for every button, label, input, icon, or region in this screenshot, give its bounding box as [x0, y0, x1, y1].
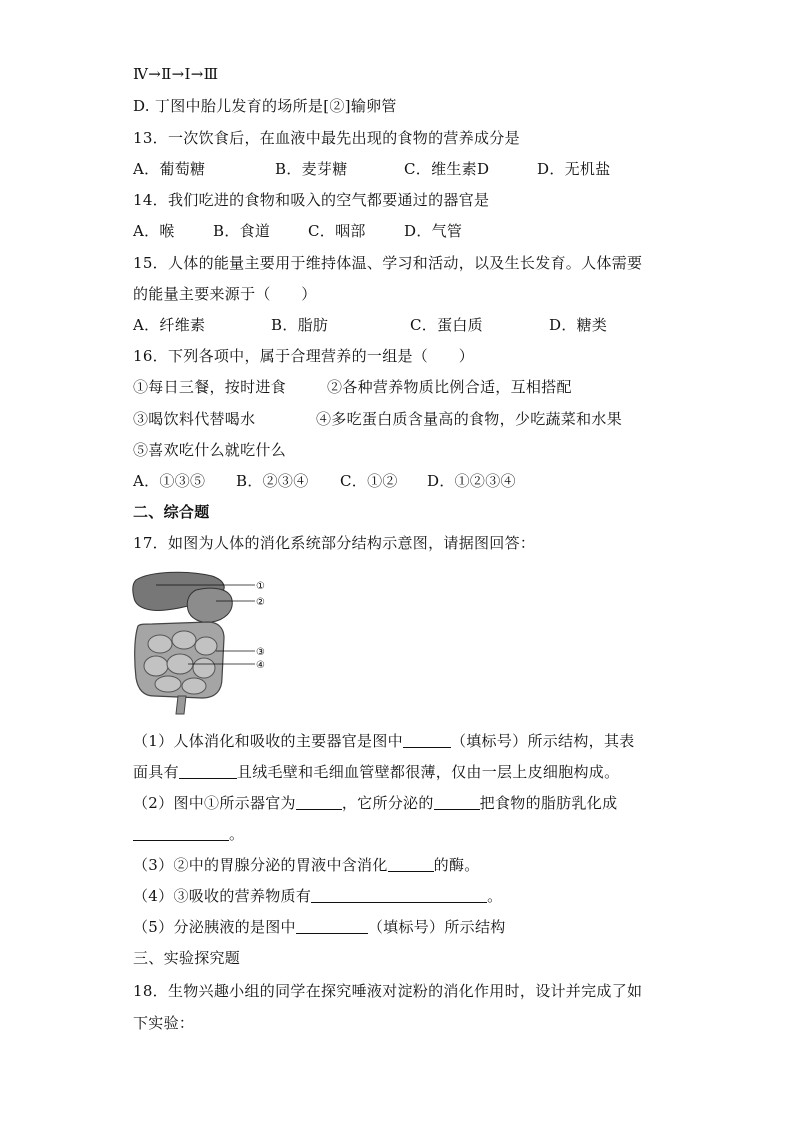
option: B．食道 — [213, 222, 271, 240]
figure-label-1: ① — [256, 581, 265, 592]
q17-part5: （5）分泌胰液的是图中 （填标号）所示结构 — [133, 918, 506, 936]
figure-label-3: ③ — [256, 647, 265, 658]
q14-options — [133, 221, 462, 241]
q16-stem: 16．下列各项中，属于合理营养的一组是（ ） — [133, 347, 474, 365]
statement: ④多吃蛋白质含量高的食物，少吃蔬菜和水果 — [316, 410, 623, 428]
q18-stem-cont: 下实验： — [133, 1014, 195, 1032]
option: C．咽部 — [308, 222, 366, 240]
q12-option-d: D. 丁图中胎儿发育的场所是[②]输卵管 — [133, 97, 397, 115]
stomach-shape — [187, 588, 232, 622]
option: C．蛋白质 — [410, 316, 483, 334]
q15-stem-cont: 的能量主要来源于（ ） — [133, 285, 317, 303]
q15-options — [133, 315, 607, 335]
q17-part1-line1: （1）人体消化和吸收的主要器官是图中 （填标号）所示结构，其表 — [133, 732, 635, 750]
q17-part1-line2: 面具有 且绒毛壁和毛细血管壁都很薄，仅由一层上皮细胞构成。 — [133, 763, 620, 781]
q18-stem: 18．生物兴趣小组的同学在探究唾液对淀粉的消化作用时，设计并完成了如 — [133, 982, 643, 1000]
small-intestine-shape — [144, 631, 217, 694]
q16-statements-2 — [133, 409, 622, 429]
answer-blank[interactable] — [179, 763, 237, 779]
figure-label-2: ② — [256, 597, 265, 608]
rectum-shape — [176, 696, 186, 714]
q16-statements-1 — [133, 377, 572, 397]
q16-options — [133, 471, 516, 491]
option: D．糖类 — [549, 316, 608, 334]
q13-stem: 13．一次饮食后，在血液中最先出现的食物的营养成分是 — [133, 129, 520, 147]
q17-part2-line2: 。 — [133, 824, 244, 844]
answer-blank[interactable] — [133, 825, 229, 841]
option: A．纤维素 — [133, 316, 206, 334]
option: B．脂肪 — [271, 316, 329, 334]
option: D．①②③④ — [427, 472, 516, 490]
q17-stem: 17．如图为人体的消化系统部分结构示意图，请据图回答： — [133, 534, 536, 552]
answer-blank[interactable] — [403, 732, 451, 748]
q13-options — [133, 159, 611, 179]
section-heading-3: 三、实验探究题 — [133, 949, 241, 967]
option: A．①③⑤ — [133, 472, 206, 490]
option: B．②③④ — [236, 472, 309, 490]
section-heading-2: 二、综合题 — [133, 503, 210, 521]
option: A．葡萄糖 — [133, 160, 206, 178]
statement: ②各种营养物质比例合适，互相搭配 — [327, 378, 572, 396]
answer-blank[interactable] — [296, 918, 368, 934]
answer-blank[interactable] — [311, 887, 487, 903]
q17-part4: （4）③吸收的营养物质有 。 — [133, 887, 503, 905]
q15-stem: 15．人体的能量主要用于维持体温、学习和活动，以及生长发育。人体需要 — [133, 254, 643, 272]
answer-blank[interactable] — [388, 856, 434, 872]
q14-stem: 14．我们吃进的食物和吸入的空气都要通过的器官是 — [133, 191, 490, 209]
figure-label-4: ④ — [256, 660, 265, 671]
option: C．①② — [340, 472, 398, 490]
digestive-system-figure — [128, 568, 273, 718]
answer-blank[interactable] — [434, 794, 480, 810]
option: D．无机盐 — [537, 160, 611, 178]
option: C．维生素D — [404, 160, 490, 178]
sequence-line: Ⅳ→Ⅱ→Ⅰ→Ⅲ — [133, 65, 219, 83]
q17-part3: （3）②中的胃腺分泌的胃液中含消化 的酶。 — [133, 856, 480, 874]
q17-part2-line1: （2）图中①所示器官为 ，它所分泌的 把食物的脂肪乳化成 — [133, 794, 618, 812]
statement: ①每日三餐，按时进食 — [133, 378, 287, 396]
option: A．喉 — [133, 222, 175, 240]
statement: ③喝饮料代替喝水 — [133, 410, 256, 428]
q16-statement-5: ⑤喜欢吃什么就吃什么 — [133, 441, 287, 459]
option: D．气管 — [404, 222, 463, 240]
answer-blank[interactable] — [296, 794, 342, 810]
option: B．麦芽糖 — [275, 160, 348, 178]
